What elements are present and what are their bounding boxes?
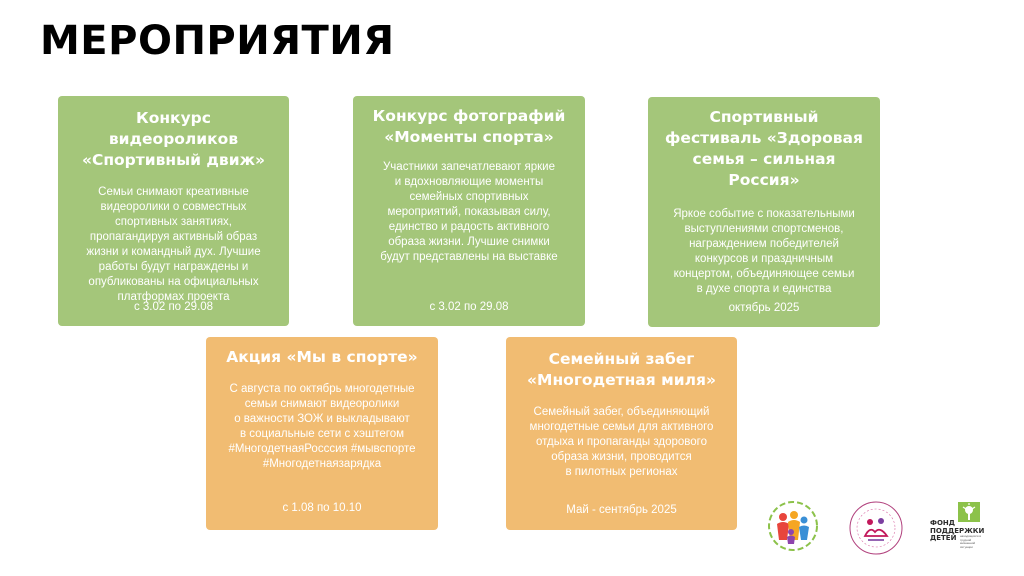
event-card-family-run xyxy=(506,337,737,530)
event-card-video-contest xyxy=(58,96,289,326)
fund-subtitle: находящихся в трудной жизненной ситуации xyxy=(960,534,981,549)
event-card-we-in-sport xyxy=(206,337,438,530)
fund-name-line: ДЕТЕЙ xyxy=(930,534,957,542)
fund-logo xyxy=(930,502,986,554)
card-description: С августа по октябрь многодетные семьи снимают видеоролики о важности ЗОЖ и выкладывают в социальные сети с хэштегом #МногодетнаяРосссия #мывспорте #Многодетнаязарядка xyxy=(228,383,416,470)
card-description: Яркое событие с показательными выступлениями спортсменов, награждением победителей конкурсов и праздничным концертом, объединяющее семьи в духе спорта и единства xyxy=(673,208,855,295)
card-date: октябрь 2025 xyxy=(728,302,800,314)
fund-tree-icon xyxy=(958,502,980,522)
page-title: МЕРОПРИЯТИЯ xyxy=(40,18,395,64)
card-date: с 1.08 по 10.10 xyxy=(282,502,362,514)
card-title: Спортивный фестиваль «Здоровая семья – сильная Россия» xyxy=(665,108,863,189)
family-emblem-icon xyxy=(767,500,819,552)
event-card-photo-contest xyxy=(353,96,585,326)
project-seal-logo xyxy=(848,500,904,556)
card-title: Конкурс видеороликов «Спортивный движ» xyxy=(81,109,266,169)
card-description: Семейный забег, объединяющий многодетные семьи для активного отдыха и пропаганды здорового образа жизни, проводится в пилотных регионах xyxy=(529,406,714,478)
card-date: Май - сентябрь 2025 xyxy=(566,504,677,516)
card-title: Семейный забег «Многодетная миля» xyxy=(527,350,716,389)
card-date: с 3.02 по 29.08 xyxy=(133,301,214,313)
card-description: Семьи снимают креативные видеоролики о совместных спортивных занятиях, пропагандируя активный образ жизни и командный дух. Лучшие работы будут награждены и опубликованы на официальных платформах проекта xyxy=(86,186,261,303)
event-card-sports-festival xyxy=(648,97,880,327)
family-logo xyxy=(767,500,819,552)
card-date: с 3.02 по 29.08 xyxy=(429,301,509,313)
card-description: Участники запечатлевают яркие и вдохновляющие моменты семейных спортивных мероприятий, показывая силу, единство и радость активного образа жизни. Лучшие снимки будут представлены на выставке xyxy=(380,161,558,263)
card-title: Конкурс фотографий «Моменты спорта» xyxy=(372,107,566,146)
fund-name-line: ПОДДЕРЖКИ xyxy=(930,526,985,535)
project-seal-icon xyxy=(848,500,904,556)
fund-name-line: ФОНД xyxy=(930,519,955,527)
card-title: Акция «Мы в спорте» xyxy=(226,348,418,366)
